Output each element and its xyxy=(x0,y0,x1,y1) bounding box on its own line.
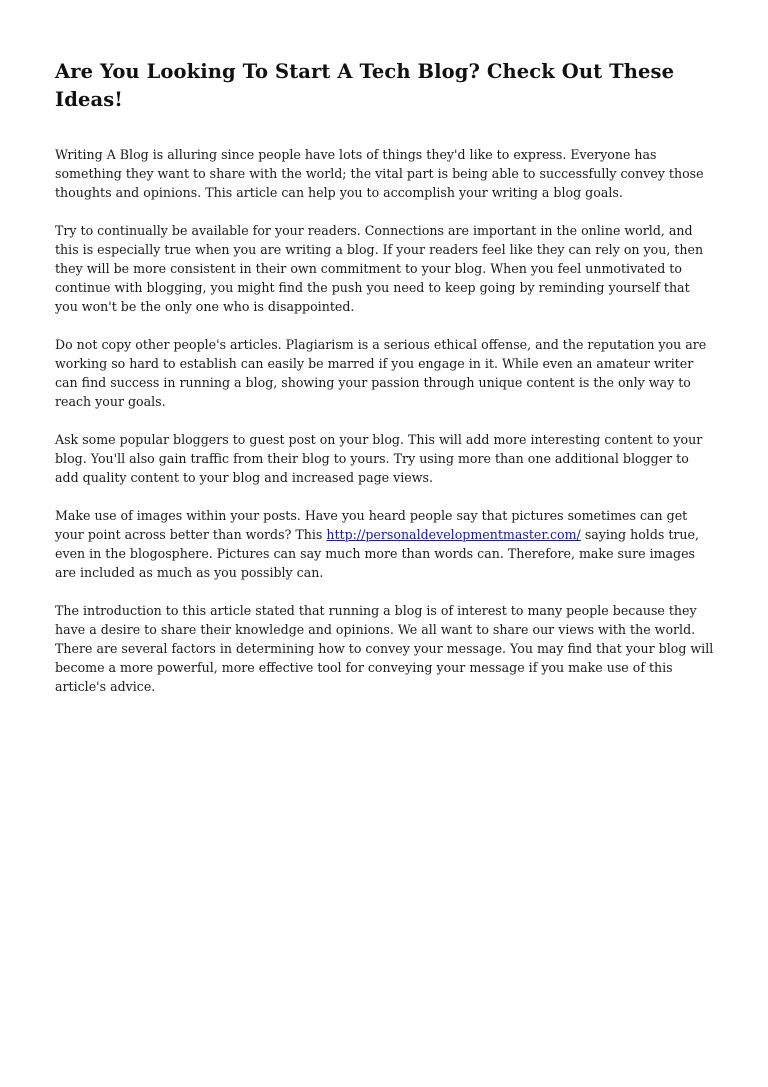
paragraph-images xyxy=(55,506,715,582)
paragraph-intro: Writing A Blog is alluring since people have lots of things they'd like to express. Everyone has something they want to share with the world; the vital part is being able to successfully convey those thoughts and opinions. This article can help you to accomplish your writing a blog goals. xyxy=(55,147,704,200)
article-body xyxy=(55,145,715,696)
personal-development-link[interactable]: http://personaldevelopmentmaster.com/ xyxy=(326,527,581,542)
paragraph-conclusion: The introduction to this article stated that running a blog is of interest to many people because they have a desire to share their knowledge and opinions. We all want to share our views with the world. There are several factors in determining how to convey your message. You may find that your blog will become a more powerful, more effective tool for conveying your message if you make use of this article's advice. xyxy=(55,603,714,694)
paragraph-availability: Try to continually be available for your readers. Connections are important in the online world, and this is especially true when you are writing a blog. If your readers feel like they can rely on you, then they will be more consistent in their own commitment to your blog. When you feel unmotivated to continue with blogging, you might find the push you need to keep going by reminding yourself that you won't be the only one who is disappointed. xyxy=(55,223,704,314)
paragraph-images-text-after: saying holds true, even in the blogosphere. Pictures can say much more than words can. Therefore, make sure images are included as much as you possibly can. xyxy=(55,527,700,580)
document-title: Are You Looking To Start A Tech Blog? Check Out These Ideas! xyxy=(55,60,675,111)
document-page xyxy=(55,58,715,715)
paragraph-guest-post: Ask some popular bloggers to guest post on your blog. This will add more interesting content to your blog. You'll also gain traffic from their blog to yours. Try using more than one additional blogger to add quality content to your blog and increased page views. xyxy=(55,432,703,485)
paragraph-plagiarism: Do not copy other people's articles. Plagiarism is a serious ethical offense, and the reputation you are working so hard to establish can easily be marred if you engage in it. While even an amateur writer can find success in running a blog, showing your passion through unique content is the only way to reach your goals. xyxy=(55,337,707,409)
paragraph-images-text-before: Make use of images within your posts. Have you heard people say that pictures sometimes can get your point across better than words? This xyxy=(55,508,688,542)
